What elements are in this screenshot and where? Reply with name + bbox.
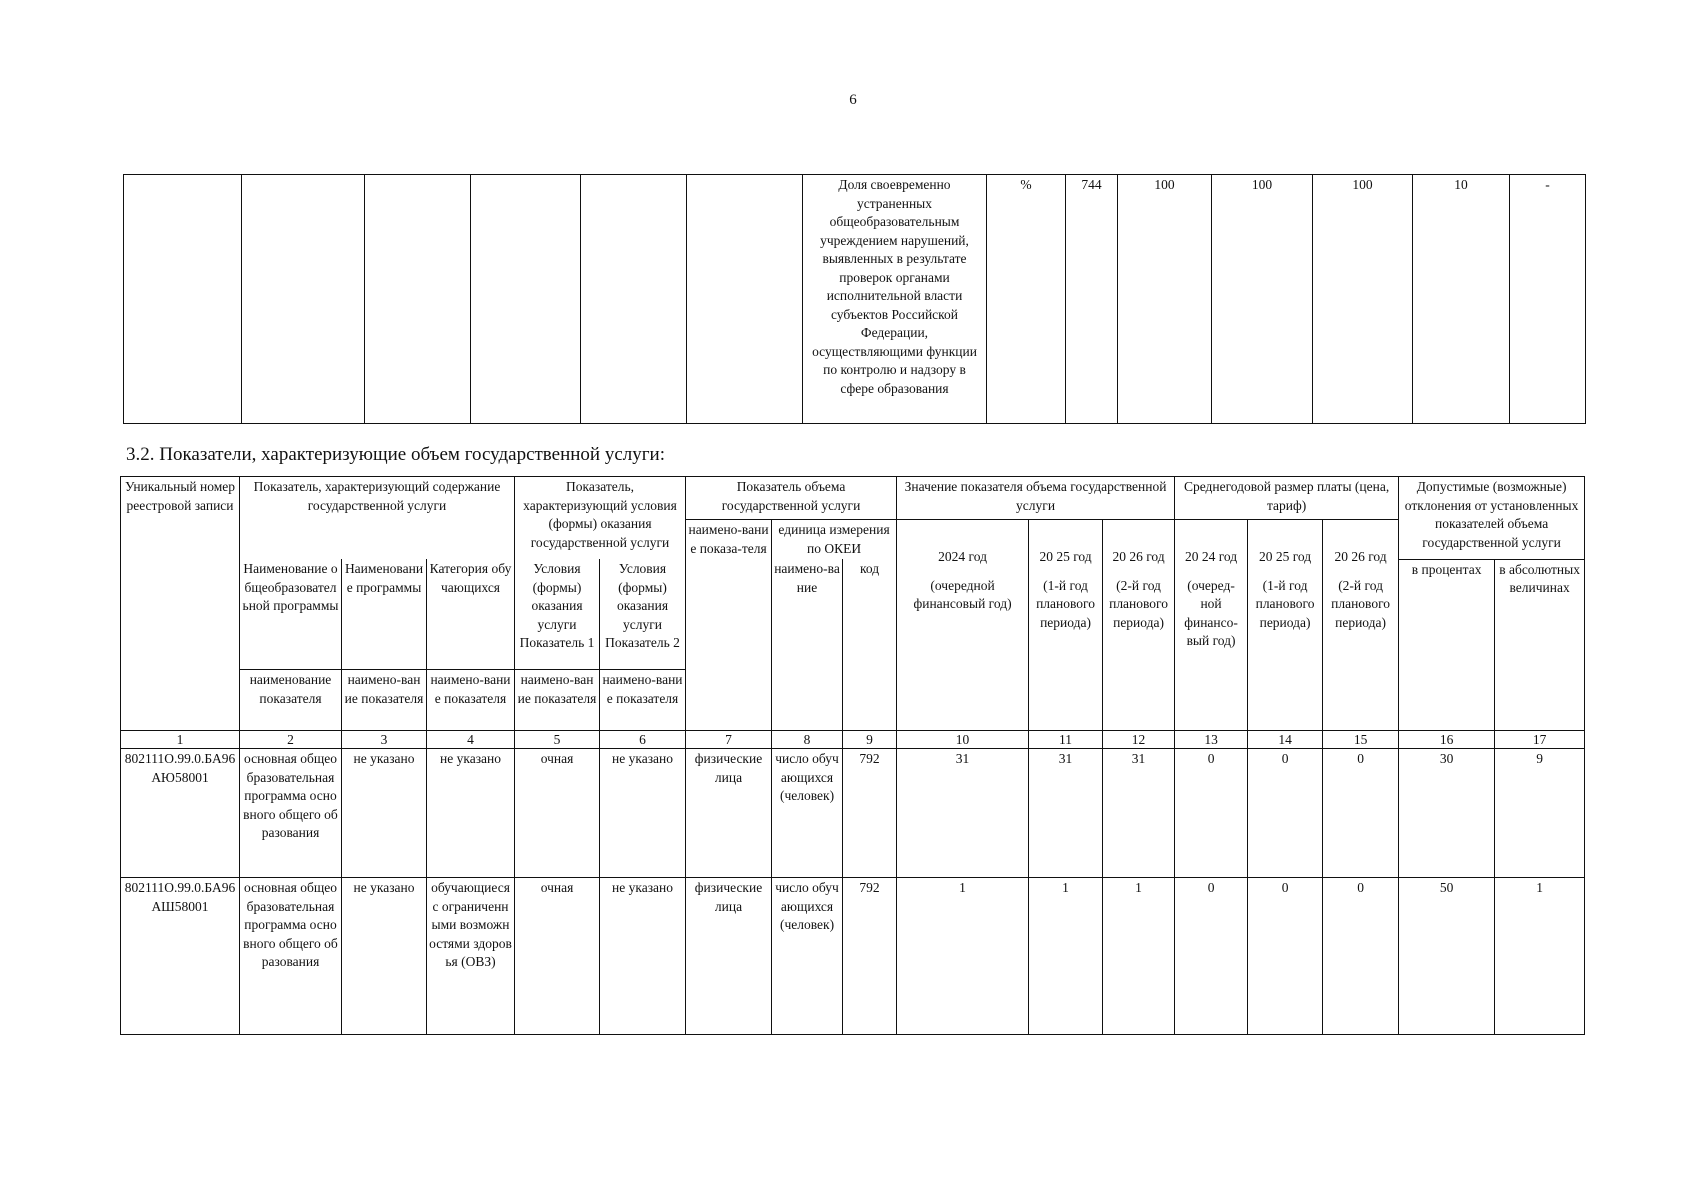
header-indicator-name: наимено-вание показа-теля <box>686 520 772 731</box>
subheader-name-2: наимено-вание показателя <box>342 670 427 731</box>
cell-v2024: 31 <box>897 749 1029 878</box>
header-unique-number: Уникальный номер реестровой записи <box>121 477 240 731</box>
cell-cond-1: очная <box>515 749 600 878</box>
column-number: 8 <box>772 731 843 749</box>
cell-f2026: 0 <box>1323 749 1399 878</box>
column-number: 4 <box>427 731 515 749</box>
header-cond-2: Условия (формы) оказания услуги Показатель 2 <box>600 559 686 670</box>
cell-code: 792 <box>843 749 897 878</box>
column-number: 11 <box>1029 731 1103 749</box>
cell-v2025: 31 <box>1029 749 1103 878</box>
column-number: 10 <box>897 731 1029 749</box>
cell-cond-2: не указано <box>600 749 686 878</box>
cell-f2026: 0 <box>1323 878 1399 1035</box>
column-number: 17 <box>1495 731 1585 749</box>
table-row <box>121 749 1585 878</box>
year-2025-note: (1-й год планового периода) <box>1036 577 1095 630</box>
cell-dev-abs: 9 <box>1495 749 1585 878</box>
unit-cell: % <box>987 175 1066 424</box>
fee-2025-note: (1-й год планового периода) <box>1255 577 1315 630</box>
fee-2024-label: 20 24 год <box>1184 549 1238 564</box>
fee-2026-note: (2-й год планового периода) <box>1331 577 1391 630</box>
year-2024-label: 2024 год <box>938 549 987 564</box>
volume-indicators-table <box>120 476 1585 1035</box>
column-number-row <box>121 731 1585 749</box>
deviation-absolute-cell: - <box>1510 175 1586 424</box>
header-unit-code: код <box>843 559 897 731</box>
empty-cell <box>242 175 365 424</box>
year-2026-note: (2-й год планового периода) <box>1109 577 1169 630</box>
subheader-name-4: наимено-вание показателя <box>515 670 600 731</box>
year-2025-label: 20 25 год <box>1039 549 1092 564</box>
cell-unit: число обучающихся (человек) <box>772 749 843 878</box>
header-content-indicator: Показатель, характеризующий содержание государственной услуги <box>240 477 515 560</box>
value-2024-cell: 100 <box>1118 175 1212 424</box>
header-avg-fee: Среднегодовой размер платы (цена, тариф) <box>1175 477 1399 520</box>
cell-dev-pct: 50 <box>1399 878 1495 1035</box>
header-conditions-indicator: Показатель, характеризующий условия (формы) оказания государственной услуги <box>515 477 686 560</box>
fee-2025-label: 20 25 год <box>1258 549 1312 564</box>
indicator-name-cell: Доля своевременно устраненных общеобразовательным учреждением нарушений, выявленных в результате проверок органами исполнительной власти субъектов Российской Федерации, осуществляющими функции по контролю и надзору в сфере образования <box>803 175 987 424</box>
column-number: 9 <box>843 731 897 749</box>
year-2026-label: 20 26 год <box>1112 549 1165 564</box>
header-deviations: Допустимые (возможные) отклонения от установленных показателей объема государственной услуги <box>1399 477 1585 560</box>
empty-cell <box>687 175 803 424</box>
header-unit-okei: единица измерения по ОКЕИ <box>772 520 897 560</box>
quality-indicators-table-continuation <box>123 174 1586 424</box>
column-number: 12 <box>1103 731 1175 749</box>
header-program: Наименование программы <box>342 559 427 670</box>
value-2025-cell: 100 <box>1212 175 1313 424</box>
cell-cond-1: очная <box>515 878 600 1035</box>
subheader-name-3: наимено-вание показателя <box>427 670 515 731</box>
cell-v2025: 1 <box>1029 878 1103 1035</box>
section-title: 3.2. Показатели, характеризующие объем государственной услуги: <box>126 444 666 465</box>
year-2024-note: (очередной финансовый год) <box>913 577 1012 611</box>
okei-code-cell: 744 <box>1066 175 1118 424</box>
cell-dev-pct: 30 <box>1399 749 1495 878</box>
cell-v2026: 1 <box>1103 878 1175 1035</box>
header-year-2026 <box>1103 520 1175 731</box>
header-row <box>121 477 1585 520</box>
cell-v2026: 31 <box>1103 749 1175 878</box>
column-number: 6 <box>600 731 686 749</box>
cell-f2025: 0 <box>1248 749 1323 878</box>
cell-indicator: физические лица <box>686 749 772 878</box>
column-number: 16 <box>1399 731 1495 749</box>
empty-cell <box>581 175 687 424</box>
cell-program: не указано <box>342 749 427 878</box>
cell-f2024: 0 <box>1175 749 1248 878</box>
cell-indicator: физические лица <box>686 878 772 1035</box>
fee-2026-label: 20 26 год <box>1334 549 1387 564</box>
cell-dev-abs: 1 <box>1495 878 1585 1035</box>
header-cond-1: Условия (формы) оказания услуги Показатель 1 <box>515 559 600 670</box>
deviation-percent-cell: 10 <box>1413 175 1510 424</box>
header-year-2024 <box>897 520 1029 731</box>
header-volume-value: Значение показателя объема государственной услуги <box>897 477 1175 520</box>
value-2026-cell: 100 <box>1313 175 1413 424</box>
empty-cell <box>365 175 471 424</box>
header-fee-2026 <box>1323 520 1399 731</box>
cell-program-name: основная общеобразовательная программа основного общего образования <box>240 878 342 1035</box>
cell-category: не указано <box>427 749 515 878</box>
cell-f2025: 0 <box>1248 878 1323 1035</box>
header-unit-name: наимено-вание <box>772 559 843 731</box>
cell-id: 802111О.99.0.БА96АШ58001 <box>121 878 240 1035</box>
header-fee-2024 <box>1175 520 1248 731</box>
header-fee-2025 <box>1248 520 1323 731</box>
cell-id: 802111О.99.0.БА96АЮ58001 <box>121 749 240 878</box>
column-number: 14 <box>1248 731 1323 749</box>
column-number: 7 <box>686 731 772 749</box>
table-row <box>124 175 1586 424</box>
header-program-name: Наименование общеобразовательной программы <box>240 559 342 670</box>
empty-cell <box>471 175 581 424</box>
header-volume-indicator: Показатель объема государственной услуги <box>686 477 897 520</box>
subheader-name-1: наименование показателя <box>240 670 342 731</box>
page-number: 6 <box>849 92 857 108</box>
header-dev-percent: в процентах <box>1399 559 1495 731</box>
cell-v2024: 1 <box>897 878 1029 1035</box>
header-dev-absolute: в абсолютных величинах <box>1495 559 1585 731</box>
cell-cond-2: не указано <box>600 878 686 1035</box>
empty-cell <box>124 175 242 424</box>
column-number: 13 <box>1175 731 1248 749</box>
cell-program-name: основная общеобразовательная программа основного общего образования <box>240 749 342 878</box>
column-number: 1 <box>121 731 240 749</box>
header-category: Категория обучающихся <box>427 559 515 670</box>
column-number: 2 <box>240 731 342 749</box>
header-year-2025 <box>1029 520 1103 731</box>
column-number: 5 <box>515 731 600 749</box>
subheader-name-5: наимено-вание показателя <box>600 670 686 731</box>
column-number: 3 <box>342 731 427 749</box>
cell-unit: число обучающихся (человек) <box>772 878 843 1035</box>
table-row <box>121 878 1585 1035</box>
cell-program: не указано <box>342 878 427 1035</box>
column-number: 15 <box>1323 731 1399 749</box>
cell-category: обучающиеся с ограниченными возможностями здоровья (ОВЗ) <box>427 878 515 1035</box>
cell-code: 792 <box>843 878 897 1035</box>
fee-2024-note: (очеред-ной финансо-вый год) <box>1184 577 1238 648</box>
cell-f2024: 0 <box>1175 878 1248 1035</box>
